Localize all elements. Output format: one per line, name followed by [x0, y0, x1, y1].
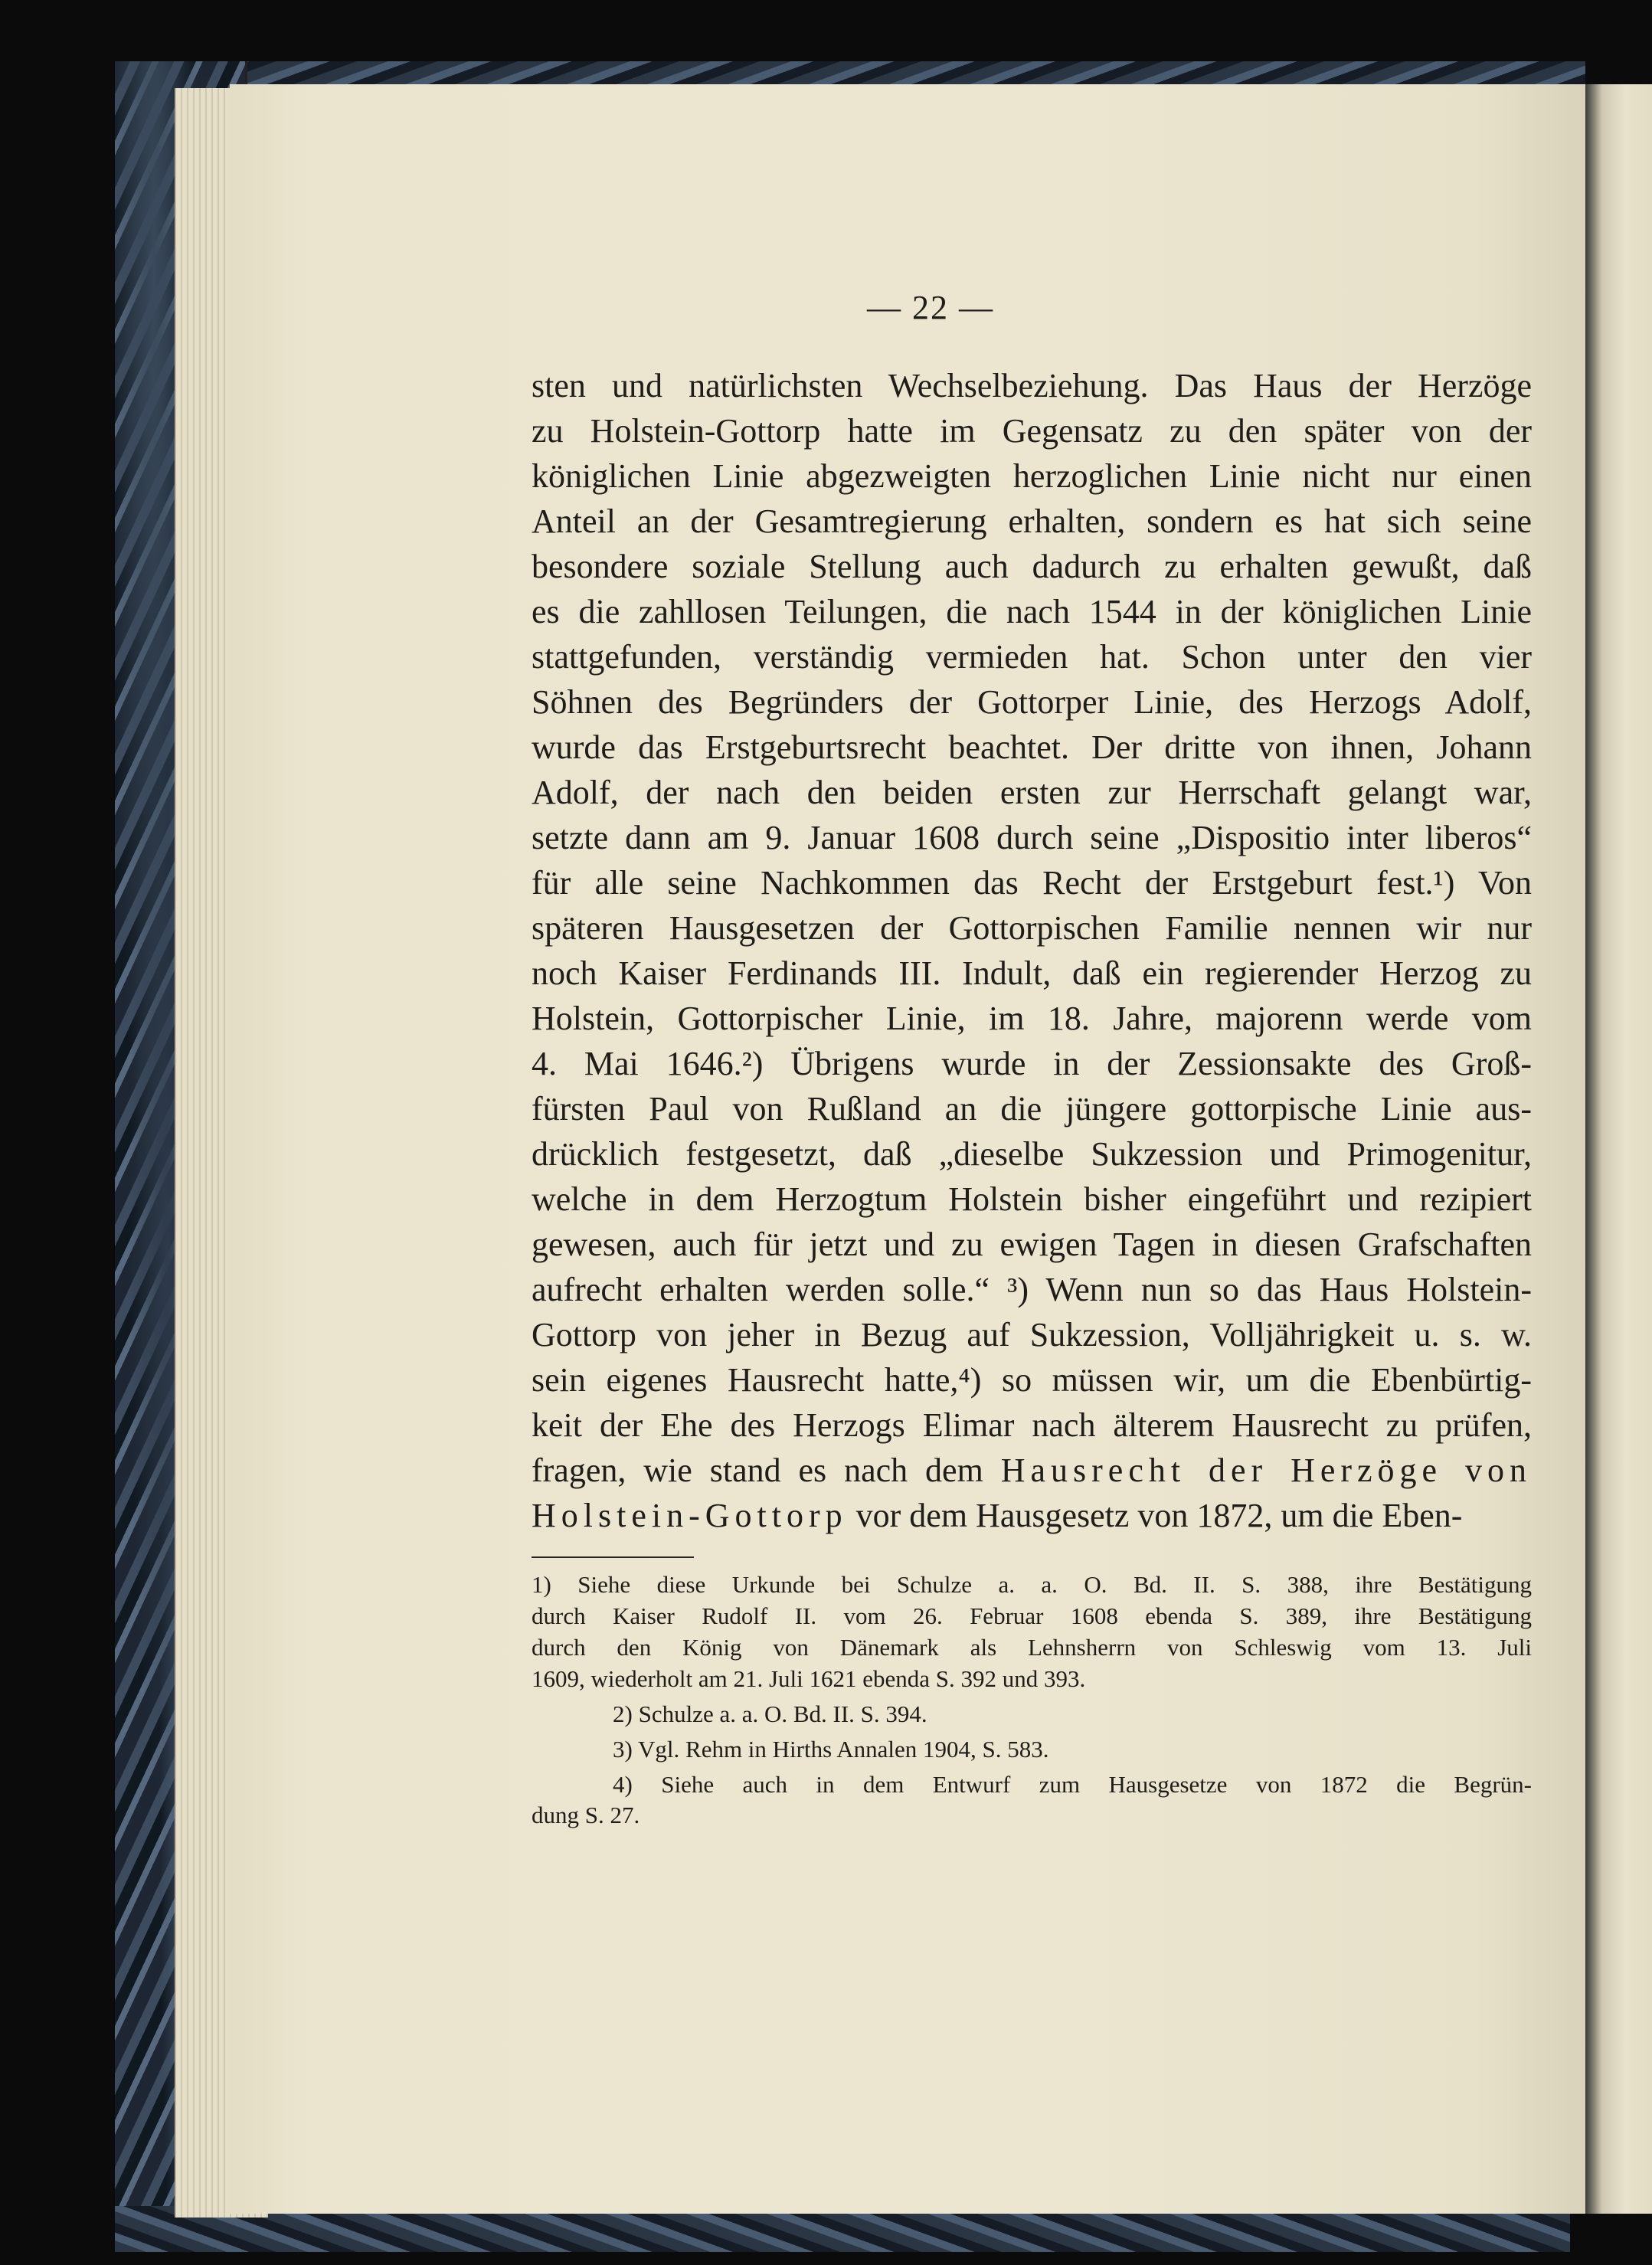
- spaced-emphasis: Holstein-Gottorp: [532, 1497, 848, 1534]
- footnote-line: 3) Vgl. Rehm in Hirths Annalen 1904, S. 583.: [613, 1736, 1049, 1763]
- body-line: fürsten Paul von Rußland an die jüngere gottorpische Linie aus-: [532, 1090, 1532, 1128]
- body-line: zu Holstein-Gottorp hatte im Gegensatz zu den später von der: [532, 412, 1532, 450]
- body-line: besondere soziale Stellung auch dadurch zu erhalten gewußt, daß: [532, 548, 1532, 585]
- footnote-line: 1) Siehe diese Urkunde bei Schulze a. a. O. Bd. II. S. 388, ihre Bestätigung: [532, 1571, 1532, 1598]
- body-line: gewesen, auch für jetzt und zu ewigen Tagen in diesen Grafschaften: [532, 1226, 1532, 1263]
- body-line: 4. Mai 1646.²) Übrigens wurde in der Zessionsakte des Groß-: [532, 1045, 1532, 1082]
- text-run: fragen, wie stand es nach dem: [532, 1452, 1001, 1489]
- body-line: wurde das Erstgeburtsrecht beachtet. Der dritte von ihnen, Johann: [532, 728, 1532, 766]
- footnote-line: 1609, wiederholt am 21. Juli 1621 ebenda S. 392 und 393.: [532, 1665, 1086, 1692]
- body-line: Adolf, der nach den beiden ersten zur Herrschaft gelangt war,: [532, 774, 1532, 811]
- body-line: Anteil an der Gesamtregierung erhalten, sondern es hat sich seine: [532, 502, 1532, 540]
- body-line: sten und natürlichsten Wechselbeziehung. Das Haus der Herzöge: [532, 367, 1532, 404]
- body-line: noch Kaiser Ferdinands III. Indult, daß ein regierender Herzog zu: [532, 954, 1532, 992]
- body-line: späteren Hausgesetzen der Gottorpischen Familie nennen wir nur: [532, 909, 1532, 947]
- body-line: es die zahllosen Teilungen, die nach 1544 in der königlichen Linie: [532, 593, 1532, 630]
- footnote-rule: [532, 1556, 694, 1558]
- body-line: königlichen Linie abgezweigten herzoglichen Linie nicht nur einen: [532, 457, 1532, 495]
- footnote-line: durch den König von Dänemark als Lehnsherrn von Schleswig vom 13. Juli: [532, 1634, 1532, 1661]
- body-line: stattgefunden, verständig vermieden hat. Schon unter den vier: [532, 638, 1532, 676]
- body-line: Holstein, Gottorpischer Linie, im 18. Jahre, majorenn werde vom: [532, 1000, 1532, 1037]
- body-line: welche in dem Herzogtum Holstein bisher eingeführt und rezipiert: [532, 1180, 1532, 1218]
- body-line-spaced-2: [532, 1493, 1532, 1539]
- body-line: aufrecht erhalten werden solle.“ ³) Wenn nun so das Haus Holstein-: [532, 1271, 1532, 1308]
- body-line: für alle seine Nachkommen das Recht der Erstgeburt fest.¹) Von: [532, 864, 1532, 902]
- footnote-line: dung S. 27.: [532, 1802, 640, 1828]
- text-run: vor dem Hausgesetz von 1872, um die Eben-: [847, 1497, 1463, 1534]
- body-line-spaced-1: [532, 1448, 1532, 1494]
- body-line: Gottorp von jeher in Bezug auf Sukzession, Volljährigkeit u. s. w.: [532, 1316, 1532, 1353]
- page-number: — 22 —: [867, 289, 994, 326]
- body-line: sein eigenes Hausrecht hatte,⁴) so müssen wir, um die Ebenbürtig-: [532, 1361, 1532, 1399]
- body-line: keit der Ehe des Herzogs Elimar nach älterem Hausrecht zu prüfen,: [532, 1406, 1532, 1444]
- spaced-emphasis: Hausrecht der Herzöge von: [1000, 1452, 1532, 1489]
- footnote-line: 4) Siehe auch in dem Entwurf zum Hausgesetze von 1872 die Begrün-: [613, 1771, 1532, 1798]
- body-line: Söhnen des Begründers der Gottorper Linie, des Herzogs Adolf,: [532, 683, 1532, 721]
- footnote-line: 2) Schulze a. a. O. Bd. II. S. 394.: [613, 1700, 927, 1727]
- body-line: setzte dann am 9. Januar 1608 durch seine „Dispositio inter liberos“: [532, 819, 1532, 856]
- body-line: drücklich festgesetzt, daß „dieselbe Sukzession und Primogenitur,: [532, 1135, 1532, 1173]
- book-gutter: [1585, 84, 1652, 2214]
- footnote-line: durch Kaiser Rudolf II. vom 26. Februar 1608 ebenda S. 389, ihre Bestätigung: [532, 1602, 1532, 1629]
